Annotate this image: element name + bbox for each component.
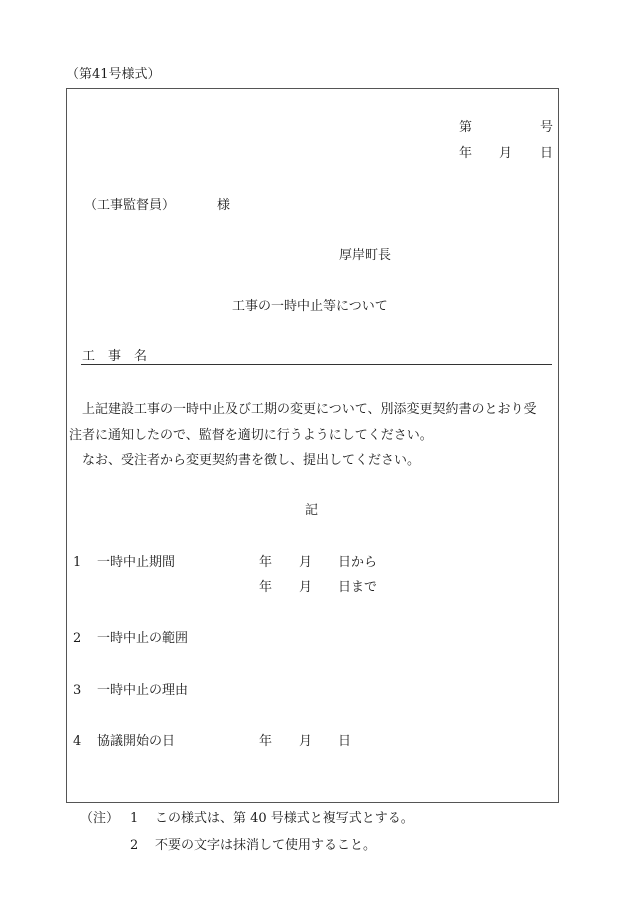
date-day: 日 (540, 146, 554, 161)
item-4-month: 月 (299, 734, 313, 749)
item-1-to-year: 年 (259, 580, 273, 595)
date-month: 月 (499, 146, 513, 161)
sender: 厚岸町長 (339, 248, 392, 263)
item-3-number: 3 (73, 683, 82, 698)
item-1-from-day: 日から (338, 555, 378, 570)
item-2-number: 2 (73, 631, 82, 646)
item-1-to-day: 日まで (338, 580, 378, 595)
item-2-label: 一時中止の範囲 (97, 631, 189, 646)
item-1-from-year: 年 (259, 555, 273, 570)
item-1-from-month: 月 (299, 555, 313, 570)
document-number-suffix: 号 (540, 120, 554, 135)
project-name-label: 工 事 名 (82, 349, 148, 364)
note-2-text: 不要の文字は抹消して使用すること。 (155, 838, 377, 853)
note-1-text: この様式は、第 40 号様式と複写式とする。 (155, 811, 414, 826)
addressee-honorific: 様 (217, 198, 231, 213)
date-year: 年 (459, 146, 473, 161)
note-2-number: 2 (130, 838, 139, 853)
subject-title: 工事の一時中止等について (232, 299, 388, 314)
item-4-number: 4 (73, 734, 82, 749)
item-4-label: 協議開始の日 (97, 734, 176, 749)
item-4-year: 年 (259, 734, 273, 749)
item-1-to-month: 月 (299, 580, 313, 595)
notes-label: （注） (80, 811, 120, 826)
body-line-2: 注者に通知したので、監督を適切に行うようにしてください。 (69, 428, 433, 443)
item-1-number: 1 (73, 555, 82, 570)
item-1-label: 一時中止期間 (97, 555, 176, 570)
note-1-number: 1 (130, 811, 139, 826)
addressee-role: （工事監督員） (84, 198, 176, 213)
body-line-1: 上記建設工事の一時中止及び工期の変更について、別添変更契約書のとおり受 (82, 402, 537, 417)
document-number-prefix: 第 (459, 120, 473, 135)
body-line-3: なお、受注者から変更契約書を徴し、提出してください。 (82, 453, 421, 468)
item-4-day: 日 (338, 734, 352, 749)
project-name-underline (81, 364, 552, 365)
ki-heading: 記 (305, 503, 319, 518)
item-3-label: 一時中止の理由 (97, 683, 189, 698)
form-label: （第41号様式） (66, 67, 161, 82)
